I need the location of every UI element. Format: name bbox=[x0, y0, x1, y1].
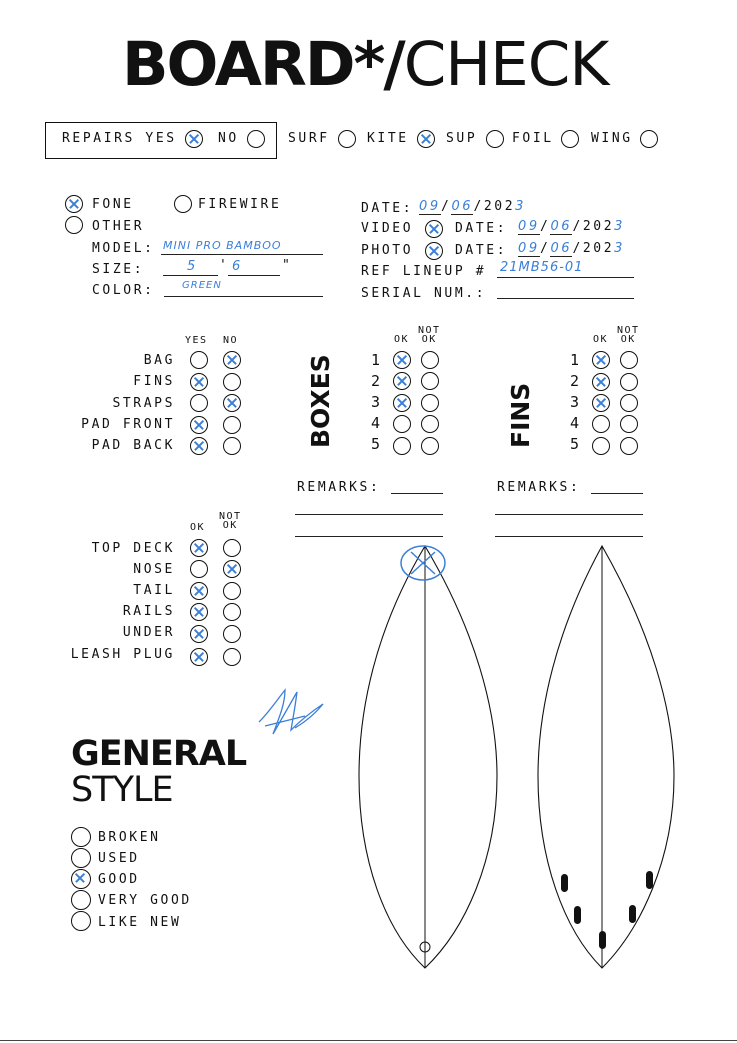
serial-label: SERIAL NUM.: bbox=[361, 286, 487, 301]
photo-label: PHOTO bbox=[361, 243, 414, 258]
cond-label-under: UNDER bbox=[122, 625, 175, 640]
boxes-5-ok[interactable] bbox=[393, 437, 411, 455]
boxes-num-3: 3 bbox=[371, 393, 383, 411]
boxes-remarks-line-1[interactable] bbox=[391, 493, 443, 494]
cond-leash-plug-ok[interactable] bbox=[190, 648, 208, 666]
video-month: 06 bbox=[550, 219, 573, 234]
kite-checkbox[interactable] bbox=[417, 130, 435, 148]
bottom-rule bbox=[0, 1040, 737, 1041]
fins-2-not[interactable] bbox=[620, 373, 638, 391]
title-light: CHECK bbox=[403, 29, 609, 100]
boxes-notok-word: OK bbox=[421, 334, 437, 345]
fins-ok-header: OK bbox=[593, 334, 609, 345]
board-top-outline bbox=[359, 546, 497, 968]
cond-top-deck-not[interactable] bbox=[223, 539, 241, 557]
style-good-label: GOOD bbox=[98, 872, 140, 887]
firewire-checkbox[interactable] bbox=[174, 195, 192, 213]
model-label: MODEL: bbox=[92, 241, 155, 256]
cond-tail-not[interactable] bbox=[223, 582, 241, 600]
fins-num-3: 3 bbox=[570, 393, 582, 411]
sup-checkbox[interactable] bbox=[486, 130, 504, 148]
acc-straps-yes[interactable] bbox=[190, 394, 208, 412]
general-title bbox=[71, 736, 246, 808]
board-top-diagram bbox=[355, 540, 505, 972]
fone-checkbox[interactable] bbox=[65, 195, 83, 213]
wing-label: WING bbox=[591, 131, 633, 146]
cond-label-rails: RAILS bbox=[122, 604, 175, 619]
surf-checkbox[interactable] bbox=[338, 130, 356, 148]
repairs-no-label: NO bbox=[218, 131, 239, 146]
boxes-remarks-line-2[interactable] bbox=[295, 514, 443, 515]
boxes-4-not[interactable] bbox=[421, 415, 439, 433]
fins-1-not[interactable] bbox=[620, 351, 638, 369]
fins-remarks-line-1[interactable] bbox=[591, 493, 643, 494]
video-label: VIDEO bbox=[361, 221, 414, 236]
style-used-label: USED bbox=[98, 851, 140, 866]
fins-notok-word: OK bbox=[620, 334, 636, 345]
boxes-1-not[interactable] bbox=[421, 351, 439, 369]
boxes-num-2: 2 bbox=[371, 372, 383, 390]
acc-straps-no[interactable] bbox=[223, 394, 241, 412]
color-field[interactable] bbox=[164, 282, 323, 297]
color-value: GREEN bbox=[182, 280, 222, 291]
date-day: 09 bbox=[419, 199, 441, 214]
acc-no-header: NO bbox=[223, 335, 239, 346]
date-slash-2: / bbox=[473, 199, 484, 214]
fins-num-4: 4 bbox=[570, 414, 582, 432]
boxes-remarks-label: REMARKS: bbox=[297, 480, 381, 495]
acc-bag-yes[interactable] bbox=[190, 351, 208, 369]
fins-title: FINS bbox=[506, 382, 535, 448]
fin-box-5 bbox=[599, 931, 606, 949]
boxes-2-not[interactable] bbox=[421, 372, 439, 390]
cond-nose-ok[interactable] bbox=[190, 560, 208, 578]
video-slash-1: / bbox=[540, 219, 551, 234]
acc-bag-no[interactable] bbox=[223, 351, 241, 369]
fins-5-not[interactable] bbox=[620, 437, 638, 455]
signature bbox=[255, 682, 330, 742]
fin-box-2 bbox=[646, 871, 653, 889]
boxes-not-header bbox=[418, 326, 441, 344]
serial-field[interactable] bbox=[497, 284, 634, 299]
foil-checkbox[interactable] bbox=[561, 130, 579, 148]
video-slash-2: / bbox=[572, 219, 583, 234]
fins-remarks-line-2[interactable] bbox=[495, 514, 643, 515]
style-used-checkbox[interactable] bbox=[71, 848, 91, 868]
firewire-label: FIREWIRE bbox=[198, 197, 282, 212]
date-slash-1: / bbox=[441, 199, 452, 214]
cond-under-not[interactable] bbox=[223, 625, 241, 643]
video-date bbox=[518, 219, 625, 235]
boxes-num-4: 4 bbox=[371, 414, 383, 432]
fins-not-word: NOT bbox=[617, 325, 640, 336]
style-broken-checkbox[interactable] bbox=[71, 827, 91, 847]
foil-label: FOIL bbox=[512, 131, 554, 146]
photo-month: 06 bbox=[550, 241, 573, 256]
board-bottom-diagram bbox=[528, 540, 678, 972]
fins-num-2: 2 bbox=[570, 372, 582, 390]
wing-checkbox[interactable] bbox=[640, 130, 658, 148]
acc-yes-header: YES bbox=[185, 335, 208, 346]
style-very-good-label: VERY GOOD bbox=[98, 893, 192, 908]
fin-box-3 bbox=[574, 906, 581, 924]
title-bold: BOARD*/ bbox=[122, 29, 404, 100]
cond-notok-word: OK bbox=[222, 520, 238, 531]
fin-box-4 bbox=[629, 905, 636, 923]
photo-date-label: DATE: bbox=[455, 243, 508, 258]
fins-not-header bbox=[617, 326, 640, 344]
boxes-2-ok[interactable] bbox=[393, 372, 411, 390]
repairs-no-checkbox[interactable] bbox=[247, 130, 265, 148]
acc-pad-back-yes[interactable] bbox=[190, 437, 208, 455]
ref-field[interactable] bbox=[497, 262, 634, 278]
repairs-yes-checkbox[interactable] bbox=[185, 130, 203, 148]
boxes-num-5: 5 bbox=[371, 435, 383, 453]
size-inch-field[interactable] bbox=[228, 260, 280, 276]
video-checkbox[interactable] bbox=[425, 220, 443, 238]
fin-boxes bbox=[561, 871, 653, 949]
acc-label-pad-front: PAD FRONT bbox=[81, 417, 175, 432]
cond-top-deck-ok[interactable] bbox=[190, 539, 208, 557]
size-quote-2: " bbox=[282, 258, 293, 273]
fins-5-ok[interactable] bbox=[592, 437, 610, 455]
repairs-yes-label: REPAIRS YES bbox=[62, 131, 177, 146]
fin-box-1 bbox=[561, 874, 568, 892]
style-good-checkbox[interactable] bbox=[71, 869, 91, 889]
video-date-label: DATE: bbox=[455, 221, 508, 236]
video-year: 202 bbox=[582, 219, 615, 234]
fins-3-not[interactable] bbox=[620, 394, 638, 412]
style-broken-label: BROKEN bbox=[98, 830, 161, 845]
fins-4-ok[interactable] bbox=[592, 415, 610, 433]
surf-label: SURF bbox=[288, 131, 330, 146]
boxes-3-not[interactable] bbox=[421, 394, 439, 412]
size-quote-1: ' bbox=[219, 258, 230, 273]
size-feet-value: 5 bbox=[187, 259, 196, 274]
video-day: 09 bbox=[518, 219, 540, 234]
photo-date bbox=[518, 241, 625, 257]
page-title bbox=[122, 30, 608, 100]
cond-label-nose: NOSE bbox=[133, 562, 175, 577]
fins-num-1: 1 bbox=[570, 351, 582, 369]
sup-label: SUP bbox=[446, 131, 478, 146]
acc-label-bag: BAG bbox=[143, 353, 175, 368]
date-year-end: 3 bbox=[515, 199, 527, 214]
fins-num-5: 5 bbox=[570, 435, 582, 453]
photo-year: 202 bbox=[582, 241, 615, 256]
size-feet-field[interactable] bbox=[163, 260, 218, 276]
boxes-5-not[interactable] bbox=[421, 437, 439, 455]
model-field[interactable] bbox=[161, 240, 323, 255]
ref-value: 21MB56-01 bbox=[500, 260, 584, 275]
boxes-not-word: NOT bbox=[418, 325, 441, 336]
cond-rails-ok[interactable] bbox=[190, 603, 208, 621]
acc-label-fins: FINS bbox=[133, 374, 175, 389]
board-top-nose-x bbox=[411, 552, 435, 574]
date-year: 202 bbox=[483, 199, 516, 214]
photo-checkbox[interactable] bbox=[425, 242, 443, 260]
acc-pad-front-yes[interactable] bbox=[190, 416, 208, 434]
photo-slash-2: / bbox=[572, 241, 583, 256]
fins-2-ok[interactable] bbox=[592, 373, 610, 391]
cond-leash-plug-not[interactable] bbox=[223, 648, 241, 666]
acc-pad-back-no[interactable] bbox=[223, 437, 241, 455]
fone-label: FONE bbox=[92, 197, 134, 212]
cond-not-header bbox=[219, 512, 242, 530]
fins-remarks-label: REMARKS: bbox=[497, 480, 581, 495]
model-value: MINI PRO BAMBOO bbox=[163, 239, 282, 252]
kite-label: KITE bbox=[367, 131, 409, 146]
cond-rails-not[interactable] bbox=[223, 603, 241, 621]
boxes-1-ok[interactable] bbox=[393, 351, 411, 369]
boxes-ok-header: OK bbox=[394, 334, 410, 345]
photo-year-end: 3 bbox=[614, 241, 626, 256]
boxes-3-ok[interactable] bbox=[393, 394, 411, 412]
general-title-bold: GENERAL bbox=[71, 734, 247, 774]
style-like-new-label: LIKE NEW bbox=[98, 915, 182, 930]
cond-ok-header: OK bbox=[190, 522, 206, 533]
acc-label-straps: STRAPS bbox=[112, 396, 175, 411]
cond-label-tail: TAIL bbox=[133, 583, 175, 598]
acc-fins-no[interactable] bbox=[223, 373, 241, 391]
other-label: OTHER bbox=[92, 219, 145, 234]
cond-nose-not[interactable] bbox=[223, 560, 241, 578]
size-label: SIZE: bbox=[92, 262, 145, 277]
video-year-end: 3 bbox=[614, 219, 626, 234]
style-very-good-checkbox[interactable] bbox=[71, 890, 91, 910]
fins-3-ok[interactable] bbox=[592, 394, 610, 412]
size-inch-value: 6 bbox=[232, 259, 241, 274]
date-month: 06 bbox=[451, 199, 474, 214]
ref-label: REF LINEUP # bbox=[361, 264, 487, 279]
cond-under-ok[interactable] bbox=[190, 625, 208, 643]
acc-label-pad-back: PAD BACK bbox=[91, 438, 175, 453]
color-label: COLOR: bbox=[92, 283, 155, 298]
boxes-4-ok[interactable] bbox=[393, 415, 411, 433]
general-title-light: STYLE bbox=[71, 770, 173, 810]
photo-day: 09 bbox=[518, 241, 540, 256]
cond-tail-ok[interactable] bbox=[190, 582, 208, 600]
acc-pad-front-no[interactable] bbox=[223, 416, 241, 434]
other-checkbox[interactable] bbox=[65, 216, 83, 234]
fins-4-not[interactable] bbox=[620, 415, 638, 433]
fins-remarks-line-3[interactable] bbox=[495, 536, 643, 537]
boxes-remarks-line-3[interactable] bbox=[295, 536, 443, 537]
cond-not-word: NOT bbox=[219, 511, 242, 522]
date-line bbox=[419, 199, 526, 215]
boxes-title: BOXES bbox=[306, 354, 335, 448]
cond-label-leash-plug: LEASH PLUG bbox=[70, 647, 175, 662]
acc-fins-yes[interactable] bbox=[190, 373, 208, 391]
boxes-num-1: 1 bbox=[371, 351, 383, 369]
style-like-new-checkbox[interactable] bbox=[71, 911, 91, 931]
board-bottom-outline bbox=[538, 546, 674, 968]
fins-1-ok[interactable] bbox=[592, 351, 610, 369]
date-label: DATE: bbox=[361, 201, 414, 216]
photo-slash-1: / bbox=[540, 241, 551, 256]
cond-label-top-deck: TOP DECK bbox=[91, 541, 175, 556]
